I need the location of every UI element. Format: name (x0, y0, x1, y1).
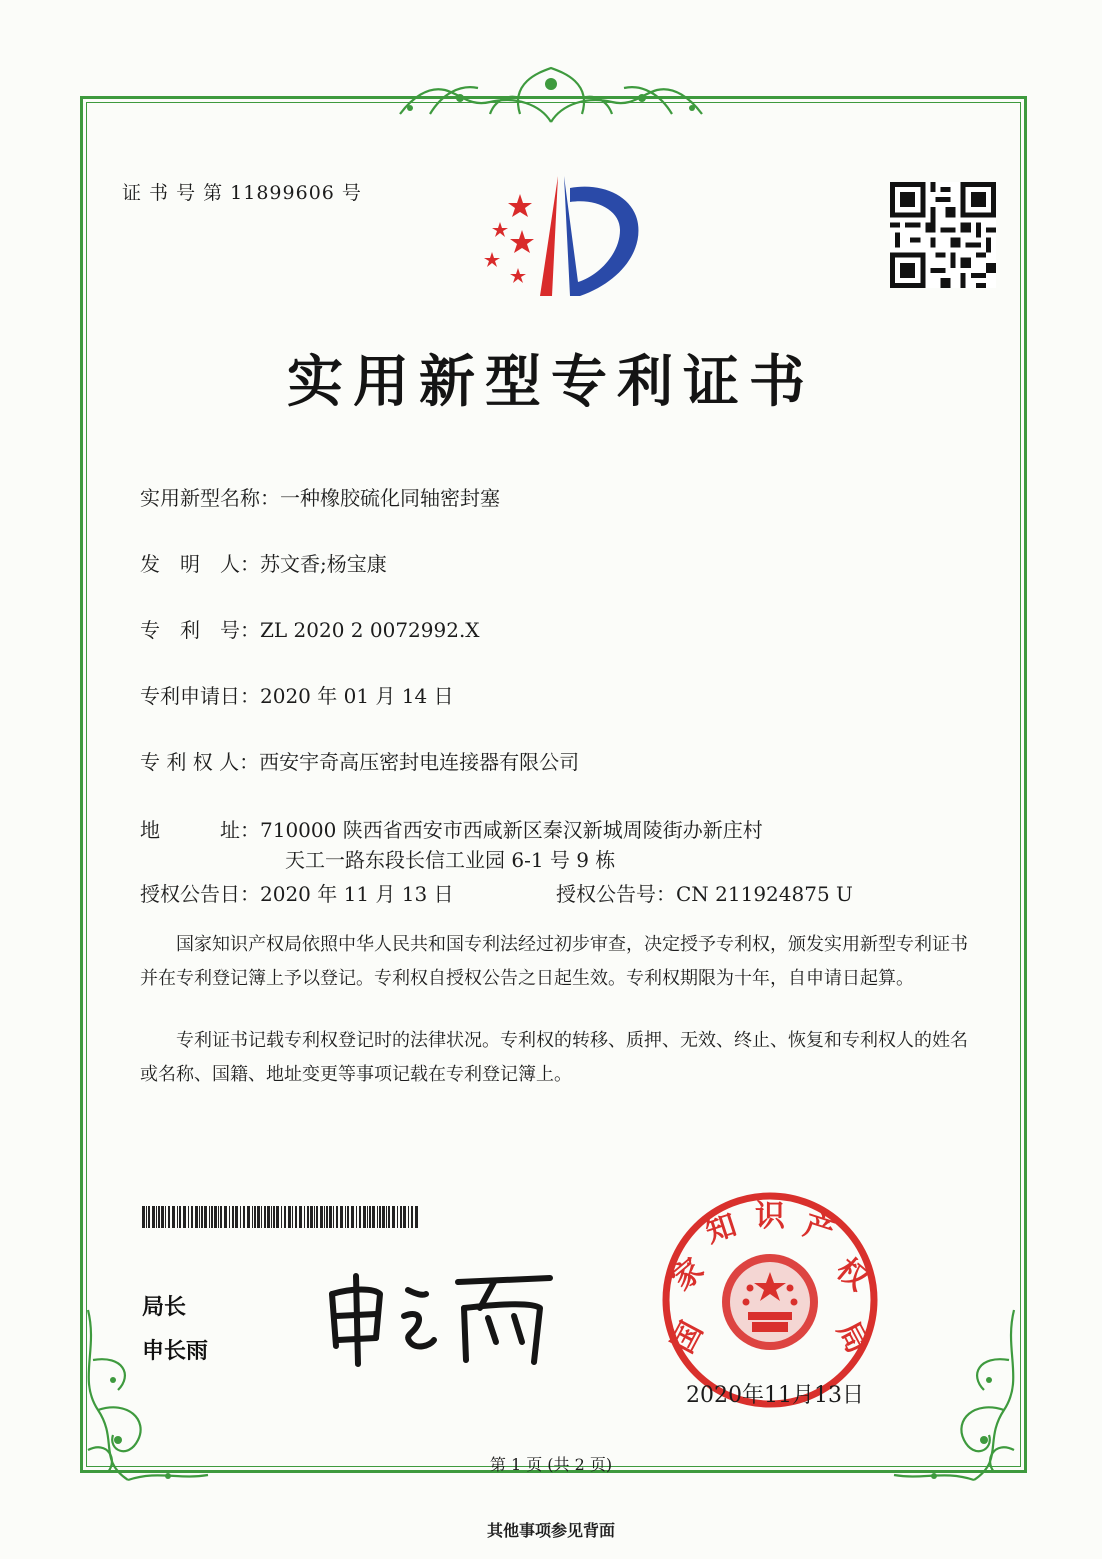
certificate-number: 证 书 号 第 11899606 号 (122, 182, 362, 204)
seal-date: 2020年11月13日 (686, 1383, 864, 1408)
director-signature (318, 1268, 558, 1368)
address-line-1: 710000 陕西省西安市西咸新区秦汉新城周陵街办新庄村 (260, 818, 763, 842)
svg-text:权: 权 (829, 1251, 875, 1298)
grant-number-label: 授权公告号： (556, 882, 676, 906)
address-label: 地 址： (140, 818, 260, 842)
certificate-title: 实用新型专利证书 (287, 349, 815, 415)
patent-number-label: 专 利 号： (140, 618, 260, 642)
inventor-value: 苏文香;杨宝康 (260, 552, 387, 576)
inventor-label: 发 明 人： (140, 552, 260, 576)
legal-status-paragraph: 专利证书记载专利权登记时的法律状况。专利权的转移、质押、无效、终止、恢复和专利权人的姓名或名称、国籍、地址变更等事项记载在专利登记簿上。 (140, 1030, 968, 1085)
svg-text:产: 产 (799, 1207, 839, 1251)
svg-text:家: 家 (665, 1251, 711, 1298)
svg-text:知: 知 (701, 1207, 741, 1251)
patent-holder-label: 专 利 权 人： (140, 750, 260, 774)
grant-statement-paragraph: 国家知识产权局依照中华人民共和国专利法经过初步审查，决定授予专利权，颁发实用新型专利证书并在专利登记簿上予以登记。专利权自授权公告之日起生效。专利权期限为十年，自申请日起算。 (140, 934, 968, 989)
application-date-row (140, 680, 454, 709)
patent-holder-value: 西安宇奇高压密封电连接器有限公司 (259, 750, 580, 774)
inventor-row (140, 548, 387, 577)
patent-holder-row (140, 746, 579, 775)
director-name: 申长雨 (142, 1338, 209, 1364)
grant-number-value: CN 211924875 U (676, 882, 853, 906)
grant-date-row (140, 878, 454, 907)
grant-date-value: 2020 年 11 月 13 日 (260, 882, 454, 906)
address-row (140, 814, 763, 843)
address-line-2: 天工一路东段长信工业园 6-1 号 9 栋 (285, 848, 616, 872)
cnipa-logo (470, 172, 650, 302)
application-date-value: 2020 年 01 月 14 日 (260, 684, 454, 708)
utility-model-name-label: 实用新型名称： (140, 486, 280, 510)
svg-text:局: 局 (829, 1316, 875, 1359)
see-reverse-note: 其他事项参见背面 (486, 1521, 615, 1540)
grant-number-row (556, 878, 853, 907)
utility-model-name-value: 一种橡胶硫化同轴密封塞 (280, 486, 500, 510)
certificate-frame-inner (86, 102, 1021, 1467)
application-date-label: 专利申请日： (140, 684, 260, 708)
qr-code (890, 182, 996, 288)
director-title: 局长 (142, 1294, 187, 1320)
grant-date-label: 授权公告日： (140, 882, 260, 906)
top-floral-ornament (390, 64, 712, 126)
utility-model-name-row (140, 482, 500, 511)
barcode (142, 1206, 422, 1228)
svg-text:国: 国 (665, 1316, 711, 1359)
page-indicator: 第 1 页 (共 2 页) (489, 1455, 613, 1474)
official-seal (660, 1190, 880, 1410)
svg-text:识: 识 (755, 1199, 785, 1234)
patent-number-row (140, 614, 480, 643)
patent-number-value: ZL 2020 2 0072992.X (260, 618, 480, 642)
